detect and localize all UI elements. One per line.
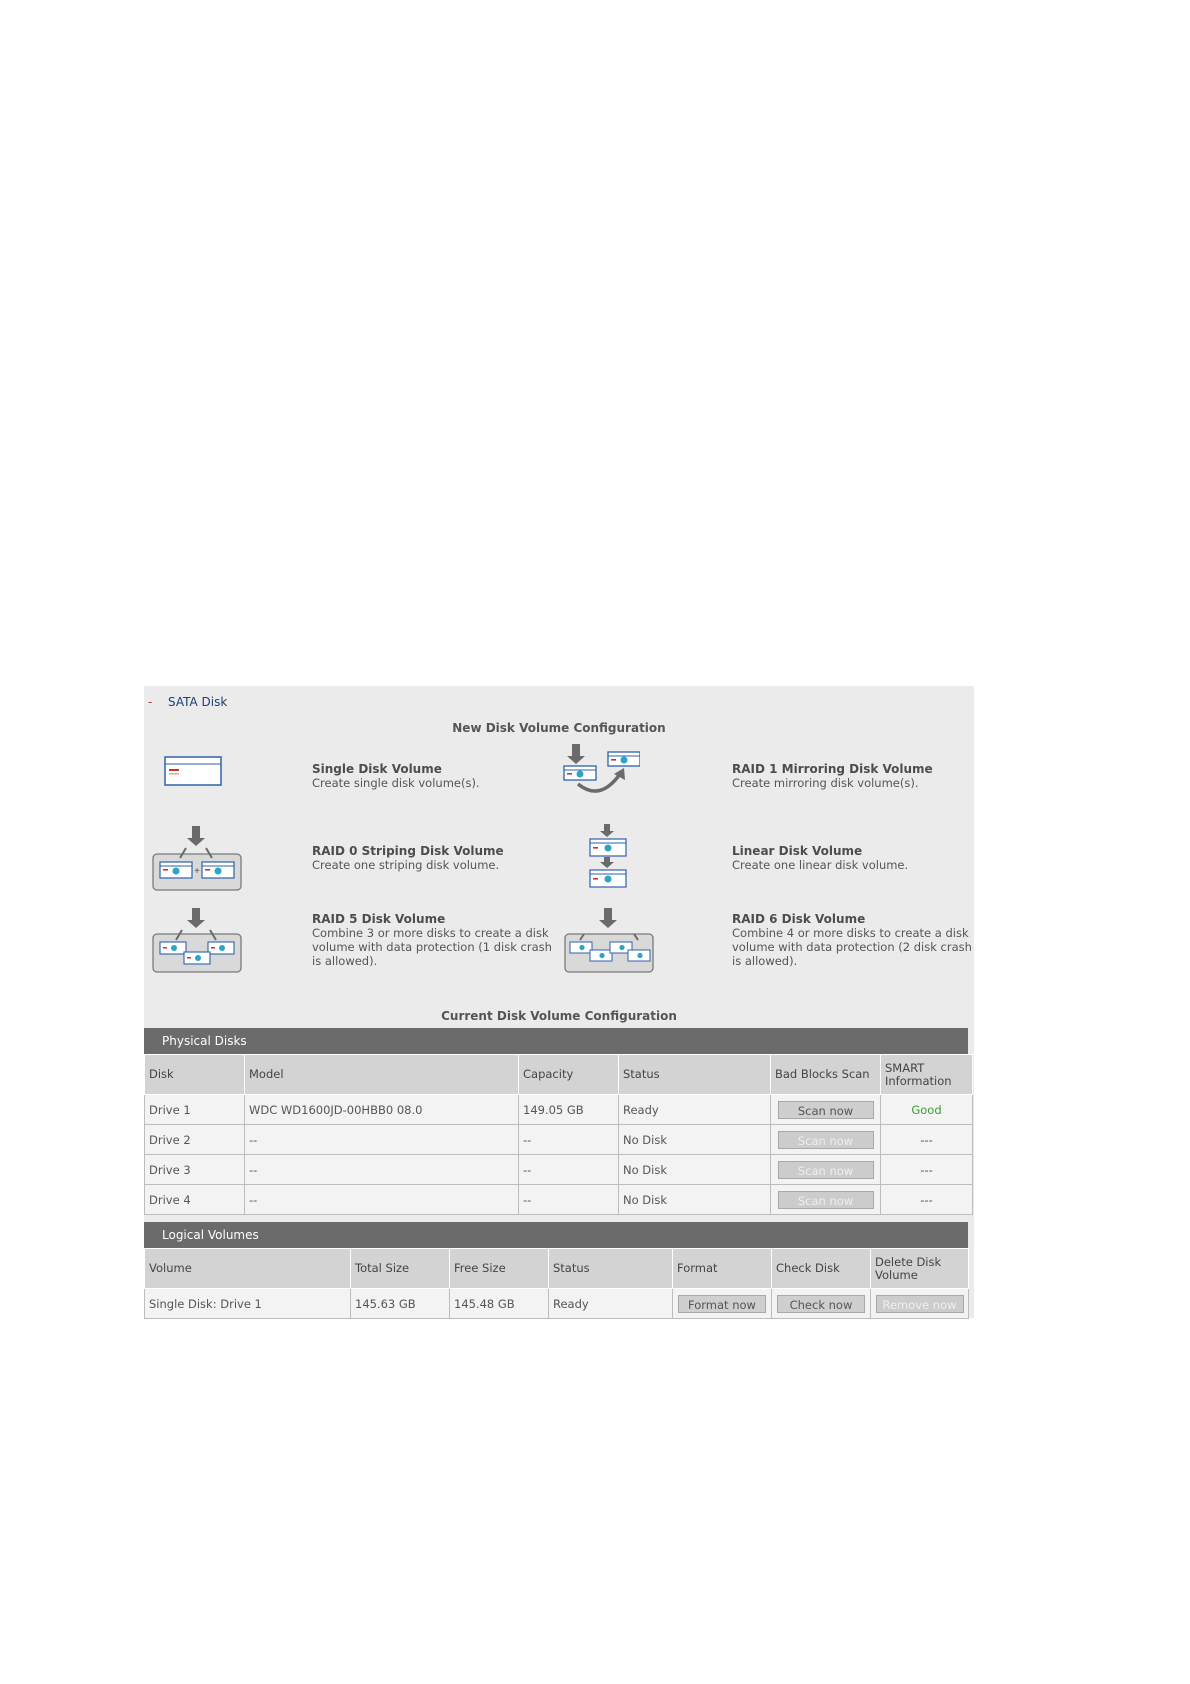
collapse-icon[interactable]: - bbox=[148, 695, 153, 709]
model-cell: WDC WD1600JD-00HBB0 08.0 bbox=[245, 1095, 519, 1125]
physical-disks-bar bbox=[144, 1028, 968, 1054]
status-cell: Ready bbox=[619, 1095, 771, 1125]
current-config-heading: Current Disk Volume Configuration bbox=[441, 1009, 677, 1023]
option-single-disk[interactable]: Single Disk Volume Create single disk volume(s). bbox=[312, 762, 480, 790]
capacity-cell: -- bbox=[519, 1185, 619, 1215]
col-header: Capacity bbox=[519, 1055, 619, 1095]
col-header: Format bbox=[673, 1249, 772, 1289]
remove-now-button-disabled: Remove now bbox=[876, 1295, 964, 1313]
smart-cell: --- bbox=[881, 1125, 973, 1155]
col-header: Status bbox=[619, 1055, 771, 1095]
scan-now-button-disabled: Scan now bbox=[778, 1161, 874, 1179]
scan-now-button-disabled: Scan now bbox=[778, 1191, 874, 1209]
new-config-heading: New Disk Volume Configuration bbox=[452, 721, 666, 735]
raid1-icon[interactable] bbox=[560, 744, 640, 802]
col-header: Model bbox=[245, 1055, 519, 1095]
free-size-cell: 145.48 GB bbox=[450, 1289, 549, 1319]
logical-volumes-table bbox=[144, 1248, 969, 1319]
disk-cell: Drive 2 bbox=[145, 1125, 245, 1155]
capacity-cell: -- bbox=[519, 1155, 619, 1185]
disk-cell: Drive 3 bbox=[145, 1155, 245, 1185]
smart-cell: --- bbox=[881, 1185, 973, 1215]
model-cell: -- bbox=[245, 1125, 519, 1155]
scan-cell bbox=[771, 1125, 881, 1155]
delete-cell bbox=[871, 1289, 969, 1319]
table-row bbox=[145, 1095, 973, 1125]
volume-cell: Single Disk: Drive 1 bbox=[145, 1289, 351, 1319]
format-now-button[interactable]: Format now bbox=[678, 1295, 766, 1313]
linear-icon[interactable] bbox=[586, 824, 630, 896]
sata-disk-panel bbox=[144, 686, 974, 1318]
option-raid6[interactable]: RAID 6 Disk Volume Combine 4 or more disks to create a disk volume with data protection (2 disk crash is allowed). bbox=[732, 912, 972, 968]
raid5-icon[interactable] bbox=[152, 908, 244, 978]
scan-now-button-disabled: Scan now bbox=[778, 1131, 874, 1149]
option-raid5[interactable]: RAID 5 Disk Volume Combine 3 or more disks to create a disk volume with data protection (1 disk crash is allowed). bbox=[312, 912, 552, 968]
status-cell: No Disk bbox=[619, 1125, 771, 1155]
svg-text:+: + bbox=[194, 866, 200, 877]
table-row bbox=[145, 1155, 973, 1185]
option-linear[interactable]: Linear Disk Volume Create one linear disk volume. bbox=[732, 844, 909, 872]
total-size-cell: 145.63 GB bbox=[351, 1289, 450, 1319]
col-header: Delete Disk Volume bbox=[871, 1249, 969, 1289]
check-cell bbox=[772, 1289, 871, 1319]
disk-cell: Drive 1 bbox=[145, 1095, 245, 1125]
model-cell: -- bbox=[245, 1155, 519, 1185]
logical-volumes-title: Logical Volumes bbox=[162, 1228, 259, 1242]
status-cell: No Disk bbox=[619, 1155, 771, 1185]
model-cell: -- bbox=[245, 1185, 519, 1215]
col-header: SMART Information bbox=[881, 1055, 973, 1095]
raid6-icon[interactable] bbox=[564, 908, 656, 978]
table-header-row bbox=[145, 1249, 969, 1289]
table-header-row bbox=[145, 1055, 973, 1095]
check-now-button[interactable]: Check now bbox=[777, 1295, 865, 1313]
raid0-icon[interactable] bbox=[152, 826, 244, 896]
table-row bbox=[145, 1289, 969, 1319]
option-raid1[interactable]: RAID 1 Mirroring Disk Volume Create mirroring disk volume(s). bbox=[732, 762, 933, 790]
sata-disk-section-toggle[interactable] bbox=[148, 694, 227, 710]
logical-volumes-bar bbox=[144, 1222, 968, 1248]
smart-cell: Good bbox=[881, 1095, 973, 1125]
capacity-cell: -- bbox=[519, 1125, 619, 1155]
scan-now-button[interactable]: Scan now bbox=[778, 1101, 874, 1119]
single-disk-icon[interactable] bbox=[164, 756, 224, 792]
table-row bbox=[145, 1125, 973, 1155]
scan-cell bbox=[771, 1155, 881, 1185]
option-raid0[interactable]: RAID 0 Striping Disk Volume Create one striping disk volume. bbox=[312, 844, 504, 872]
table-row bbox=[145, 1185, 973, 1215]
section-title[interactable]: SATA Disk bbox=[168, 695, 228, 709]
col-header: Total Size bbox=[351, 1249, 450, 1289]
col-header: Bad Blocks Scan bbox=[771, 1055, 881, 1095]
col-header: Check Disk bbox=[772, 1249, 871, 1289]
status-cell: Ready bbox=[549, 1289, 673, 1319]
col-header: Free Size bbox=[450, 1249, 549, 1289]
scan-cell bbox=[771, 1185, 881, 1215]
physical-disks-table bbox=[144, 1054, 973, 1215]
status-cell: No Disk bbox=[619, 1185, 771, 1215]
capacity-cell: 149.05 GB bbox=[519, 1095, 619, 1125]
smart-cell: --- bbox=[881, 1155, 973, 1185]
scan-cell bbox=[771, 1095, 881, 1125]
physical-disks-title: Physical Disks bbox=[162, 1034, 247, 1048]
col-header: Disk bbox=[145, 1055, 245, 1095]
col-header: Volume bbox=[145, 1249, 351, 1289]
col-header: Status bbox=[549, 1249, 673, 1289]
disk-cell: Drive 4 bbox=[145, 1185, 245, 1215]
format-cell bbox=[673, 1289, 772, 1319]
